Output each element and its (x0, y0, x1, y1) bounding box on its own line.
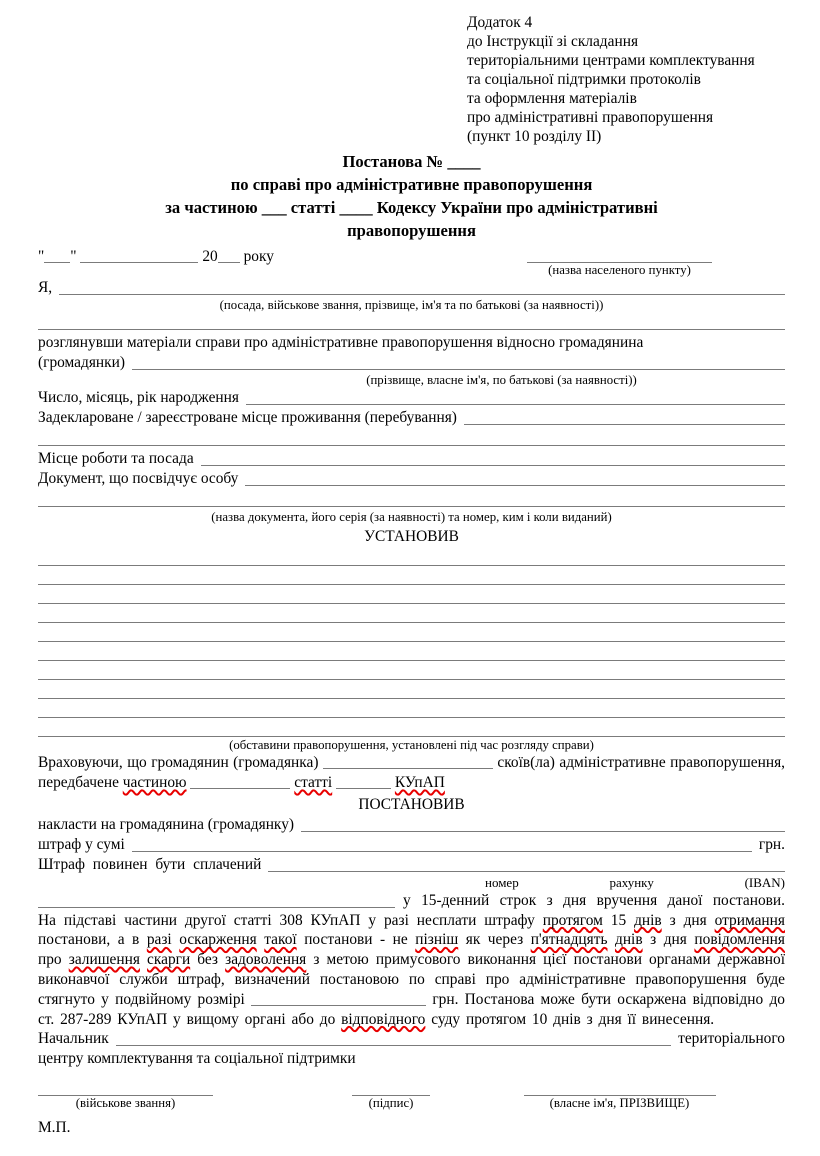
circumstances-caption: (обставини правопорушення, установлені під час розгляду справи) (229, 738, 594, 752)
settlement-block (527, 247, 712, 278)
blank-field (336, 776, 391, 789)
blank-ruled-line (38, 566, 785, 585)
text-segment: року (243, 248, 274, 265)
residence-row (38, 408, 785, 428)
officer-row (38, 278, 785, 298)
text-segment: " (38, 248, 45, 265)
blank-ruled-line (38, 547, 785, 566)
workplace-row (38, 449, 785, 469)
birth-label: Число, місяць, рік народження (38, 389, 239, 406)
misspelled-word: такої (264, 931, 297, 949)
residence-continuation-line (38, 431, 785, 446)
annex-line: та оформлення матеріалів (467, 90, 637, 107)
fine-row (38, 835, 785, 855)
misspelled-word: днів (614, 931, 643, 949)
text-segment: суду протягом 10 днів з дня її винесення. (431, 1010, 715, 1028)
fine-blank (132, 835, 752, 852)
id-document-row (38, 469, 785, 489)
blank-ruled-line (38, 680, 785, 699)
term-row (38, 891, 785, 911)
misspelled-word: частиною (122, 773, 187, 791)
annex-line: Додаток 4 (467, 14, 533, 31)
id-document-continuation-line (38, 492, 785, 507)
text-segment: з дня (650, 931, 687, 949)
signature-rank-column (38, 1082, 213, 1111)
established-heading: УСТАНОВИВ (364, 528, 459, 545)
blank-field (44, 250, 70, 263)
annex-line: територіальними центрами комплектування (467, 52, 755, 69)
misspelled-word: повідомлення (694, 931, 785, 949)
text-segment: На підставі частини другої статті 308 КУпАП у разі несплати штрафу (38, 911, 535, 929)
birth-blank (246, 388, 785, 405)
residence-label: Задеклароване / зареєстроване місце проживання (перебування) (38, 409, 457, 426)
title-line-case: по справі про адміністративне правопорушення (230, 175, 593, 194)
blank-ruled-line (38, 642, 785, 661)
blank-field (218, 250, 240, 263)
text-segment: постанови, а в (38, 931, 140, 949)
blank-field (80, 250, 198, 263)
misspelled-word: задоволення (225, 951, 307, 969)
payment-row (38, 855, 785, 875)
iban-caption-word: номер (485, 874, 519, 890)
misspelled-word: скарги (147, 951, 191, 969)
officer-continuation-line (38, 315, 785, 330)
document-title (38, 150, 785, 242)
id-document-blank (245, 469, 785, 486)
fine-currency-label: грн. (758, 835, 785, 853)
rank-caption: (військове звання) (75, 1096, 176, 1111)
signature-block (38, 1082, 785, 1111)
text-segment: як через (465, 931, 524, 949)
text-segment: 15 (610, 911, 627, 929)
misspelled-word: залишення (68, 951, 140, 969)
residence-blank (464, 408, 785, 425)
misspelled-word: протягом (542, 911, 603, 929)
misspelled-word: оскарження (179, 931, 257, 949)
annex-line: про адміністративні правопорушення (467, 109, 714, 126)
misspelled-word: статті (294, 773, 333, 791)
annex-line: (пункт 10 розділу ІІ) (467, 128, 602, 145)
annex-line: до Інструкції зі складання (467, 33, 639, 50)
officer-label: Я, (38, 279, 53, 296)
blank-field (251, 993, 426, 1006)
blank-ruled-line (38, 604, 785, 623)
citizen-blank (132, 353, 785, 370)
workplace-blank (201, 449, 785, 466)
text-segment: Враховуючи, що громадянин (громадянка) (38, 754, 319, 771)
title-line-article: за частиною ___ статті ____ Кодексу України про адміністративні (165, 198, 658, 217)
date-line (38, 247, 274, 267)
text-segment: про (38, 951, 62, 969)
text-segment: скоїв(ла) адміністративне правопорушення, передбачене (38, 754, 785, 791)
citizen-label: (громадянки) (38, 354, 125, 371)
reviewed-text: розглянувши матеріали справи про адміністративне правопорушення відносно громадянина (38, 334, 644, 351)
blank-ruled-line (38, 699, 785, 718)
impose-row (38, 815, 785, 835)
considering-paragraph (38, 753, 785, 793)
iban-caption-word: рахунку (609, 874, 654, 890)
signature-sign-column (331, 1082, 451, 1111)
term-text: у 15-денний строк з дня вручення даної постанови. (403, 891, 785, 909)
text-segment: 20 (202, 248, 218, 265)
blank-field (323, 756, 493, 769)
date-row (38, 247, 785, 278)
chief-row (38, 1029, 785, 1049)
term-blank (38, 891, 395, 908)
name-caption: (власне ім'я, ПРІЗВИЩЕ) (549, 1096, 690, 1111)
blank-ruled-line (38, 623, 785, 642)
text-segment: постанови - не (304, 931, 408, 949)
officer-caption: (посада, військове звання, прізвище, ім'я та по батькові (за наявності)) (219, 298, 604, 312)
settlement-caption: (назва населеного пункту) (548, 263, 691, 277)
text-segment: з метою примусового виконання цієї постанови органами державної виконавчої служби штраф, визначений постановою по справі про адміністративне правопорушення буде стягнуто у подвійному розмірі (38, 951, 785, 1008)
misspelled-word: п'ятнадцять (530, 931, 608, 949)
workplace-label: Місце роботи та посада (38, 450, 194, 467)
citizen-row (38, 353, 785, 373)
citizen-caption: (прізвище, власне ім'я, по батькові (за наявності)) (366, 373, 637, 387)
misspelled-word: днів (634, 911, 662, 929)
blank-ruled-line (38, 718, 785, 737)
circumstances-lines (38, 547, 785, 737)
iban-caption-word: (IBAN) (744, 874, 785, 890)
misspelled-word: відповідного (341, 1010, 426, 1028)
payment-label: Штраф повинен бути сплачений (38, 855, 262, 873)
birth-row (38, 388, 785, 408)
title-line-article-wrap: правопорушення (347, 221, 476, 240)
blank-ruled-line (38, 661, 785, 680)
annex-line: та соціальної підтримки протоколів (467, 71, 701, 88)
impose-label: накласти на громадянина (громадянку) (38, 815, 295, 833)
misspelled-word: разі (146, 931, 172, 949)
chief-line2: центру комплектування та соціальної підтримки (38, 1050, 356, 1068)
blank-ruled-line (38, 585, 785, 604)
settlement-blank (527, 247, 712, 263)
title-line-number: Постанова № ____ (342, 152, 481, 171)
misspelled-word: КУпАП (394, 773, 445, 791)
officer-blank (59, 278, 785, 295)
resolved-heading: ПОСТАНОВИВ (358, 795, 465, 813)
blank-field (190, 776, 290, 789)
annex-header (467, 13, 785, 146)
payment-blank (268, 855, 785, 872)
signature-name-column (517, 1082, 722, 1111)
id-document-caption: (назва документа, його серія (за наявності) та номер, ким і коли виданий) (211, 510, 612, 524)
seal-mark: М.П. (38, 1119, 71, 1137)
signature-caption: (підпис) (368, 1096, 414, 1111)
impose-blank (301, 815, 785, 832)
text-segment: з дня (669, 911, 707, 929)
id-document-label: Документ, що посвідчує особу (38, 470, 239, 487)
legal-basis-paragraph (38, 911, 785, 1030)
chief-name-blank (116, 1029, 671, 1046)
text-segment: без (197, 951, 219, 969)
fine-label: штраф у сумі (38, 835, 125, 853)
text-segment: " (70, 248, 77, 265)
signature-blank (352, 1082, 430, 1096)
misspelled-word: отримання (714, 911, 785, 929)
iban-caption-row (485, 875, 785, 891)
misspelled-word: пізніш (415, 931, 459, 949)
name-blank (524, 1082, 716, 1096)
rank-blank (38, 1082, 213, 1096)
chief-label: Начальник (38, 1030, 109, 1048)
text-segment: грн. Постанова може бути оскаржена відповідно до ст. 287-289 КУпАП у вищому органі або до (38, 990, 785, 1028)
chief-suffix: територіального (678, 1030, 785, 1048)
